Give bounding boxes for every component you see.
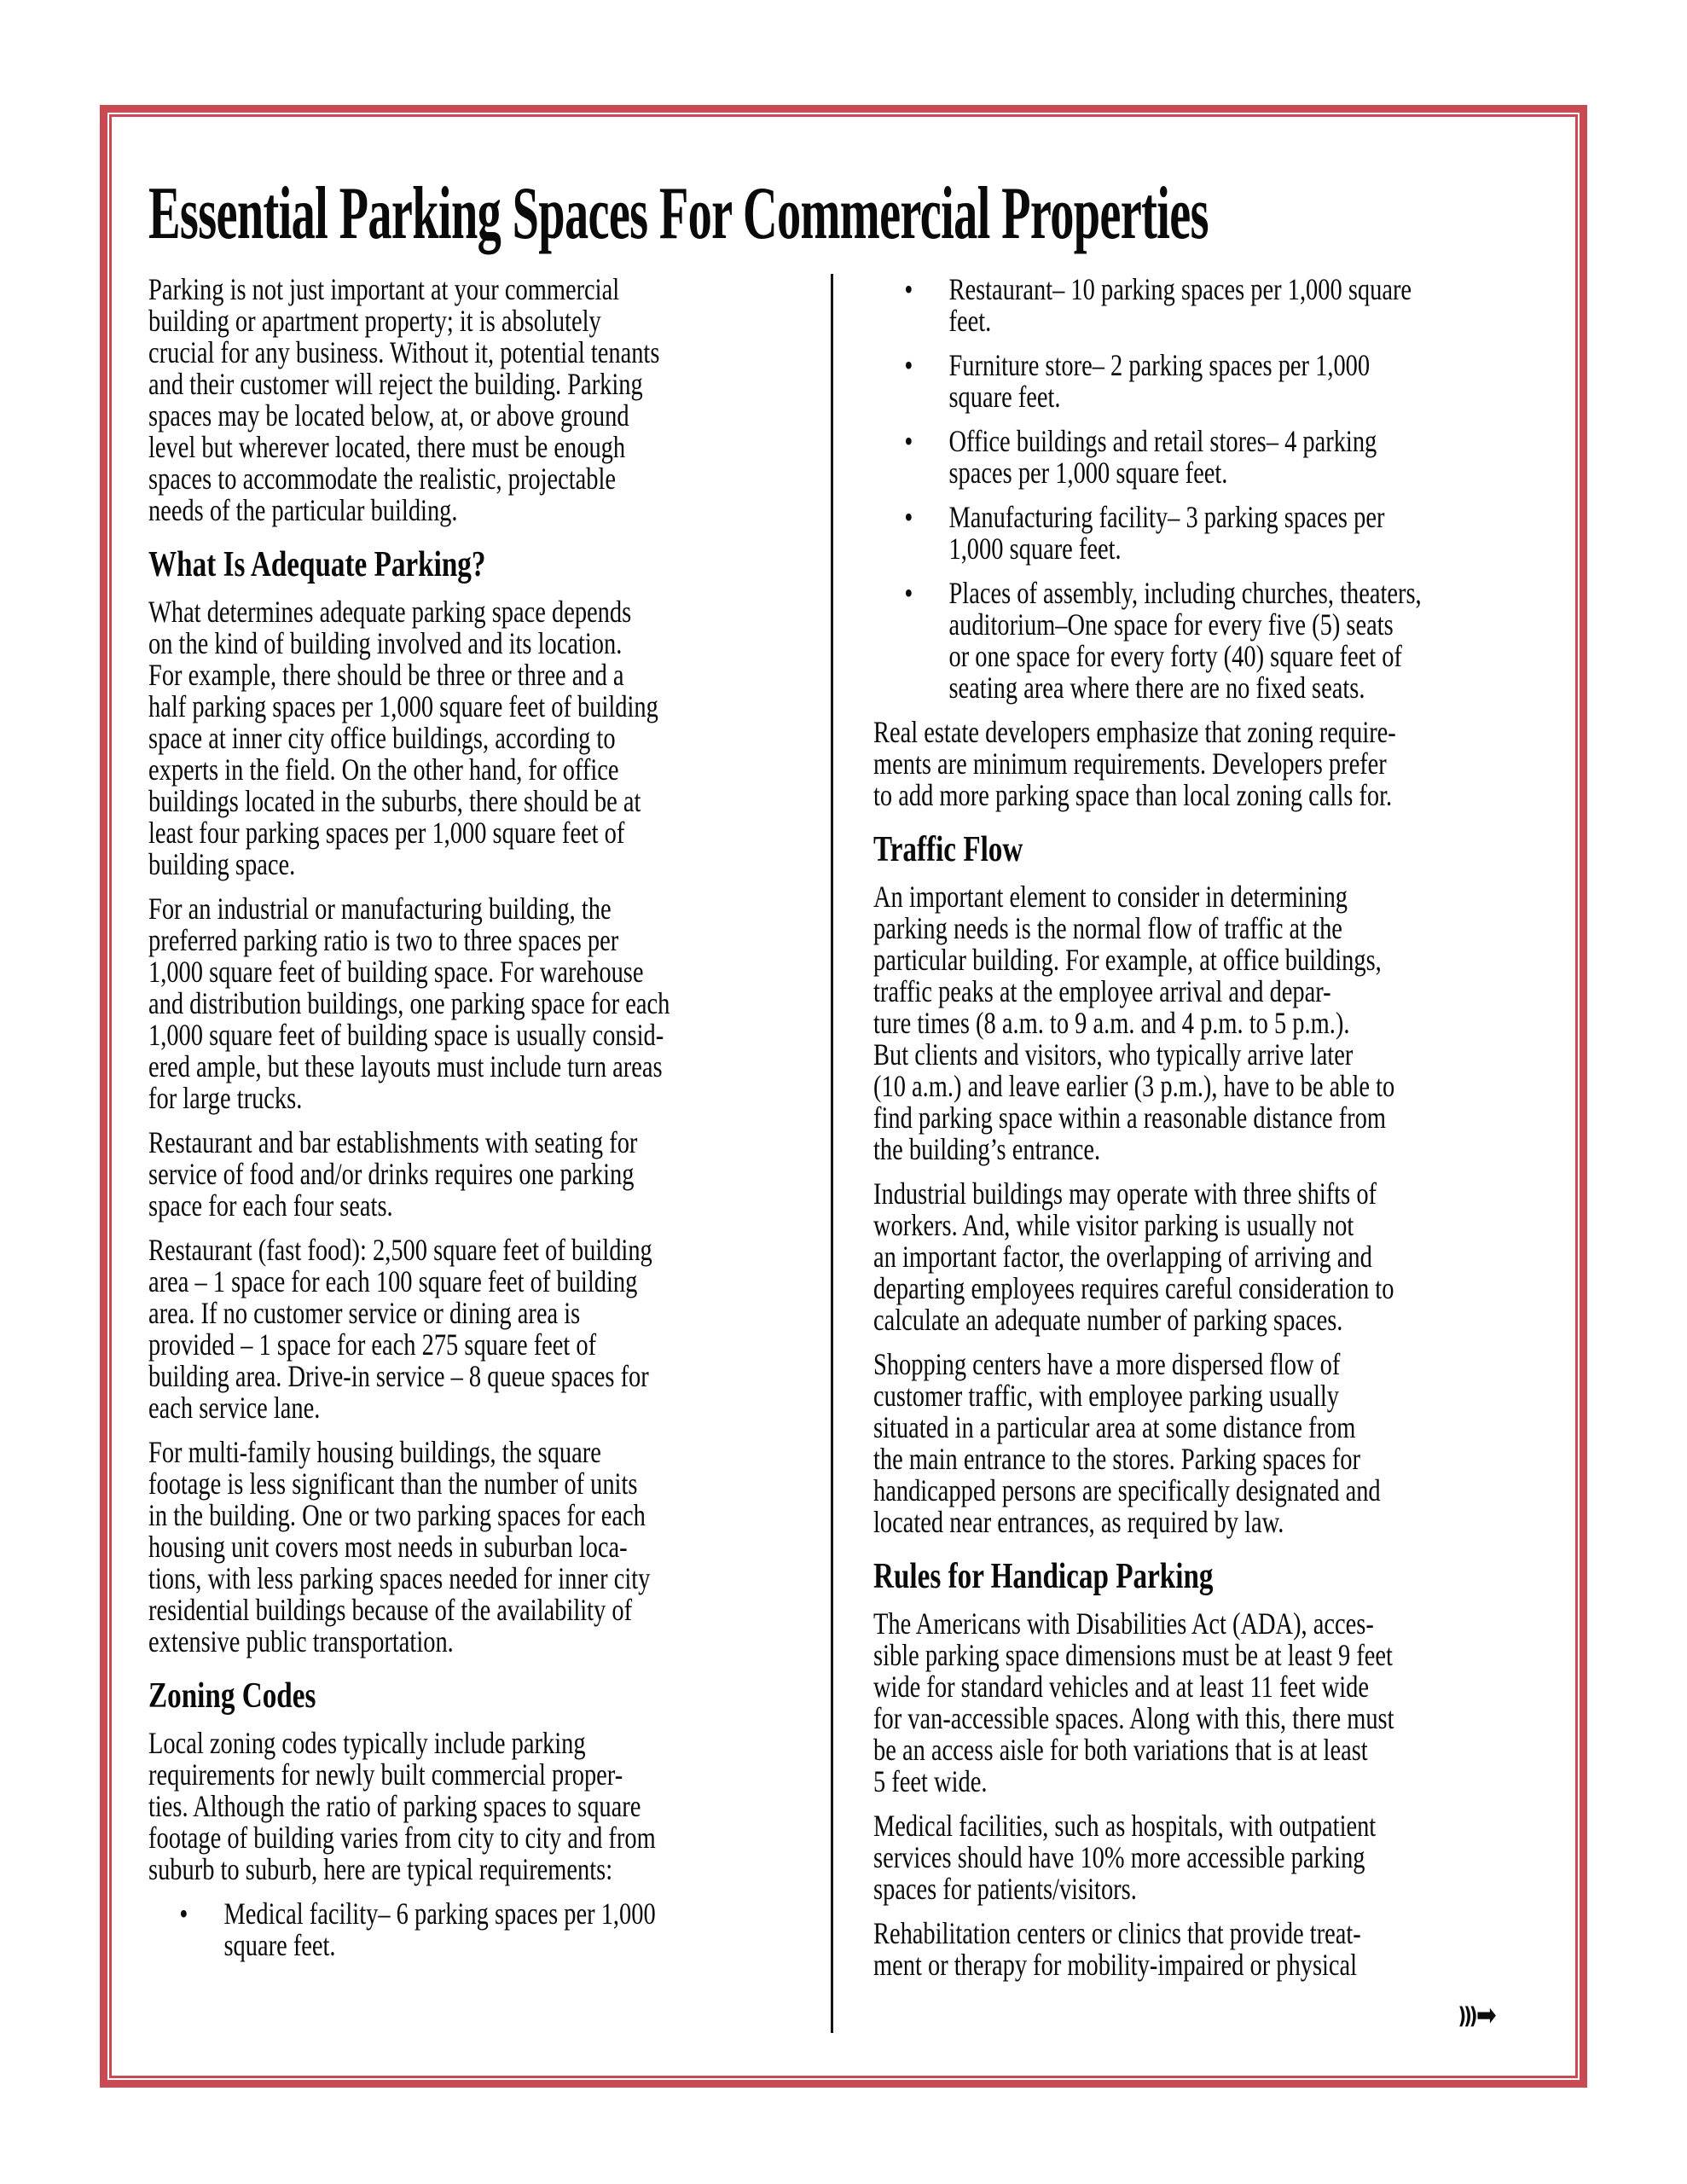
bullet-text (948, 426, 1533, 489)
text-line: For example, there should be three or three and a (148, 658, 624, 692)
continued-arrow-icon: ➡ (1475, 1998, 1497, 2033)
text-line: level but wherever located, there must be enough (148, 430, 626, 464)
bullet-icon: • (904, 500, 913, 534)
text-line: in the building. One or two parking spaces for each (148, 1498, 646, 1532)
text-line: traffic peaks at the employee arrival and depar- (873, 974, 1331, 1008)
text-line: tions, with less parking spaces needed for inner city (148, 1561, 651, 1595)
text-line: and their customer will reject the building. Parking (148, 367, 643, 401)
text-line: footage of building varies from city to city and from (148, 1821, 656, 1855)
text-line: provided – 1 space for each 275 square feet of (148, 1327, 597, 1362)
bullet-text (223, 1898, 809, 1961)
text-line: wide for standard vehicles and at least 11 feet wide (873, 1670, 1369, 1704)
text-line: Local zoning codes typically include parking (148, 1726, 586, 1760)
page-border-outer (100, 105, 1587, 2088)
paragraph (873, 1608, 1533, 1798)
text-line: half parking spaces per 1,000 square feet of building (148, 689, 658, 723)
text-line: service of food and/or drinks requires one parking (148, 1157, 635, 1191)
text-line: Restaurant– 10 parking spaces per 1,000 square (948, 272, 1412, 306)
section-heading: What Is Adequate Parking? (148, 545, 486, 584)
text-line: calculate an adequate number of parking spaces. (873, 1303, 1343, 1337)
text-line: area. If no customer service or dining area is (148, 1296, 581, 1330)
text-line: each service lane. (148, 1391, 321, 1425)
text-line: crucial for any business. Without it, potential tenants (148, 335, 660, 369)
text-line: least four parking spaces per 1,000 square feet of (148, 816, 625, 850)
paragraph (873, 717, 1533, 811)
bullet-text (948, 502, 1533, 565)
text-line: (10 a.m.) and leave earlier (3 p.m.), have to be able to (873, 1069, 1395, 1103)
text-line: Office buildings and retail stores– 4 parking (948, 424, 1377, 458)
text-line: located near entrances, as required by law. (873, 1505, 1284, 1539)
paragraph (148, 893, 809, 1114)
text-line: housing unit covers most needs in suburban loca- (148, 1530, 628, 1564)
bullet-icon: • (904, 272, 913, 306)
text-line: situated in a particular area at some distance from (873, 1410, 1356, 1444)
text-line: building space. (148, 847, 296, 881)
paragraph (148, 596, 809, 880)
text-line: Manufacturing facility– 3 parking spaces per (948, 500, 1385, 534)
text-line: for large trucks. (148, 1081, 303, 1115)
text-line: parking needs is the normal flow of traffic at the (873, 911, 1342, 945)
paragraph (148, 1127, 809, 1222)
paragraph (148, 1437, 809, 1658)
text-line: to add more parking space than local zoning calls for. (873, 778, 1393, 812)
continued-arcs: ))) (1458, 2003, 1475, 2030)
text-line: services should have 10% more accessible parking (873, 1840, 1365, 1874)
text-line: An important element to consider in determining (873, 880, 1348, 914)
text-line: ments are minimum requirements. Developers prefer (873, 746, 1387, 781)
text-line: Industrial buildings may operate with three shifts of (873, 1176, 1377, 1211)
bullet-item (873, 502, 1533, 565)
text-line: Real estate developers emphasize that zoning require- (873, 715, 1396, 749)
text-line: Restaurant (fast food): 2,500 square feet of building (148, 1233, 652, 1267)
bullet-item (873, 350, 1533, 413)
text-line: the building’s entrance. (873, 1132, 1101, 1166)
text-line: 1,000 square feet of building space. For warehouse (148, 955, 644, 989)
text-line: Furniture store– 2 parking spaces per 1,000 (948, 348, 1371, 382)
text-line: workers. And, while visitor parking is usually not (873, 1208, 1354, 1242)
text-line: an important factor, the overlapping of arriving and (873, 1240, 1372, 1274)
text-line: requirements for newly built commercial proper- (148, 1757, 623, 1792)
text-line: auditorium–One space for every five (5) seats (948, 607, 1394, 642)
text-line: suburb to suburb, here are typical requirements: (148, 1852, 613, 1886)
text-line: extensive public transportation. (148, 1624, 454, 1658)
text-line: square feet. (223, 1928, 336, 1962)
text-line: Parking is not just important at your commercial (148, 272, 620, 306)
text-line: needs of the particular building. (148, 493, 458, 527)
text-line: 1,000 square feet. (948, 531, 1122, 566)
text-line: space at inner city office buildings, according to (148, 721, 616, 755)
text-line: find parking space within a reasonable distance from (873, 1101, 1386, 1135)
paragraph (873, 1810, 1533, 1905)
bullet-item (873, 426, 1533, 489)
text-line: or one space for every forty (40) square feet of (948, 639, 1402, 673)
paragraph (873, 1918, 1533, 1981)
text-line: Medical facilities, such as hospitals, with outpatient (873, 1809, 1377, 1843)
text-line: ture times (8 a.m. to 9 a.m. and 4 p.m. to 5 p.m.). (873, 1006, 1350, 1040)
bullet-icon: • (179, 1896, 188, 1931)
bullet-icon: • (904, 348, 913, 382)
column-left (148, 274, 809, 1974)
text-line: space for each four seats. (148, 1188, 393, 1223)
bullet-text (948, 578, 1533, 704)
text-line: particular building. For example, at office buildings, (873, 943, 1382, 977)
text-line: spaces for patients/visitors. (873, 1872, 1137, 1906)
column-right-blocks (873, 274, 1533, 1981)
bullet-item (148, 1898, 809, 1961)
paragraph (148, 1234, 809, 1424)
page-border-inner (109, 114, 1578, 2078)
text-line: Shopping centers have a more dispersed flow of (873, 1347, 1341, 1381)
text-line: customer traffic, with employee parking usually (873, 1379, 1340, 1413)
text-line: be an access aisle for both variations that is at least (873, 1733, 1368, 1767)
text-line: Medical facility– 6 parking spaces per 1,000 (223, 1896, 656, 1931)
text-line: ered ample, but these layouts must include turn areas (148, 1049, 663, 1083)
bullet-text (948, 350, 1533, 413)
column-right (831, 274, 1534, 2033)
text-line: handicapped persons are specifically designated and (873, 1473, 1381, 1507)
continued-marker (873, 1998, 1533, 2033)
page-title: Essential Parking Spaces For Commercial Properties (148, 172, 1209, 255)
text-line: spaces to accommodate the realistic, projectable (148, 462, 617, 496)
column-right-content (873, 274, 1533, 2033)
text-line: departing employees requires careful consideration to (873, 1271, 1394, 1305)
section-heading: Zoning Codes (148, 1676, 316, 1716)
text-line: area – 1 space for each 100 square feet of building (148, 1264, 638, 1298)
columns (148, 274, 1550, 2033)
paragraph (148, 1728, 809, 1885)
bullet-text (948, 274, 1533, 337)
text-line: Rehabilitation centers or clinics that provide treat- (873, 1916, 1361, 1950)
text-line: experts in the field. On the other hand, for office (148, 752, 619, 787)
column-left-content (148, 274, 809, 1961)
text-line: For multi-family housing buildings, the square (148, 1435, 601, 1469)
text-line: on the kind of building involved and its location. (148, 626, 623, 660)
text-line: ties. Although the ratio of parking spaces to square (148, 1789, 641, 1823)
text-line: buildings located in the suburbs, there should be at (148, 784, 641, 818)
text-line: preferred parking ratio is two to three spaces per (148, 923, 619, 957)
text-line: Places of assembly, including churches, theaters, (948, 576, 1422, 610)
text-line: for van-accessible spaces. Along with this, there must (873, 1701, 1394, 1735)
text-line: 1,000 square feet of building space is usually consid- (148, 1018, 664, 1052)
bullet-item (873, 578, 1533, 704)
text-line: seating area where there are no fixed seats. (948, 671, 1365, 705)
text-line: and distribution buildings, one parking space for each (148, 986, 670, 1020)
bullet-item (873, 274, 1533, 337)
paragraph (873, 881, 1533, 1165)
section-heading: Traffic Flow (873, 830, 1023, 869)
paragraph (873, 1178, 1533, 1336)
text-line: the main entrance to the stores. Parking spaces for (873, 1442, 1360, 1476)
section-heading: Rules for Handicap Parking (873, 1557, 1214, 1596)
text-line: Restaurant and bar establishments with seating for (148, 1125, 638, 1159)
text-line: sible parking space dimensions must be at least 9 feet (873, 1638, 1393, 1672)
text-line: footage is less significant than the number of units (148, 1467, 638, 1501)
text-line: ment or therapy for mobility-impaired or physical (873, 1948, 1358, 1982)
text-line: But clients and visitors, who typically arrive later (873, 1037, 1354, 1072)
text-line: For an industrial or manufacturing building, the (148, 892, 612, 926)
text-line: What determines adequate parking space depends (148, 595, 632, 629)
text-line: building or apartment property; it is absolutely (148, 304, 601, 338)
text-line: 5 feet wide. (873, 1764, 988, 1798)
bullet-icon: • (904, 576, 913, 610)
text-line: square feet. (948, 380, 1061, 414)
text-line: spaces may be located below, at, or above ground (148, 398, 629, 433)
text-line: residential buildings because of the availability of (148, 1593, 633, 1627)
paragraph (148, 274, 809, 526)
text-line: spaces per 1,000 square feet. (948, 456, 1228, 490)
bullet-icon: • (904, 424, 913, 458)
text-line: feet. (948, 304, 992, 338)
paragraph (873, 1349, 1533, 1538)
text-line: building area. Drive-in service – 8 queue spaces for (148, 1359, 649, 1393)
text-line: The Americans with Disabilities Act (ADA), acces- (873, 1606, 1374, 1641)
